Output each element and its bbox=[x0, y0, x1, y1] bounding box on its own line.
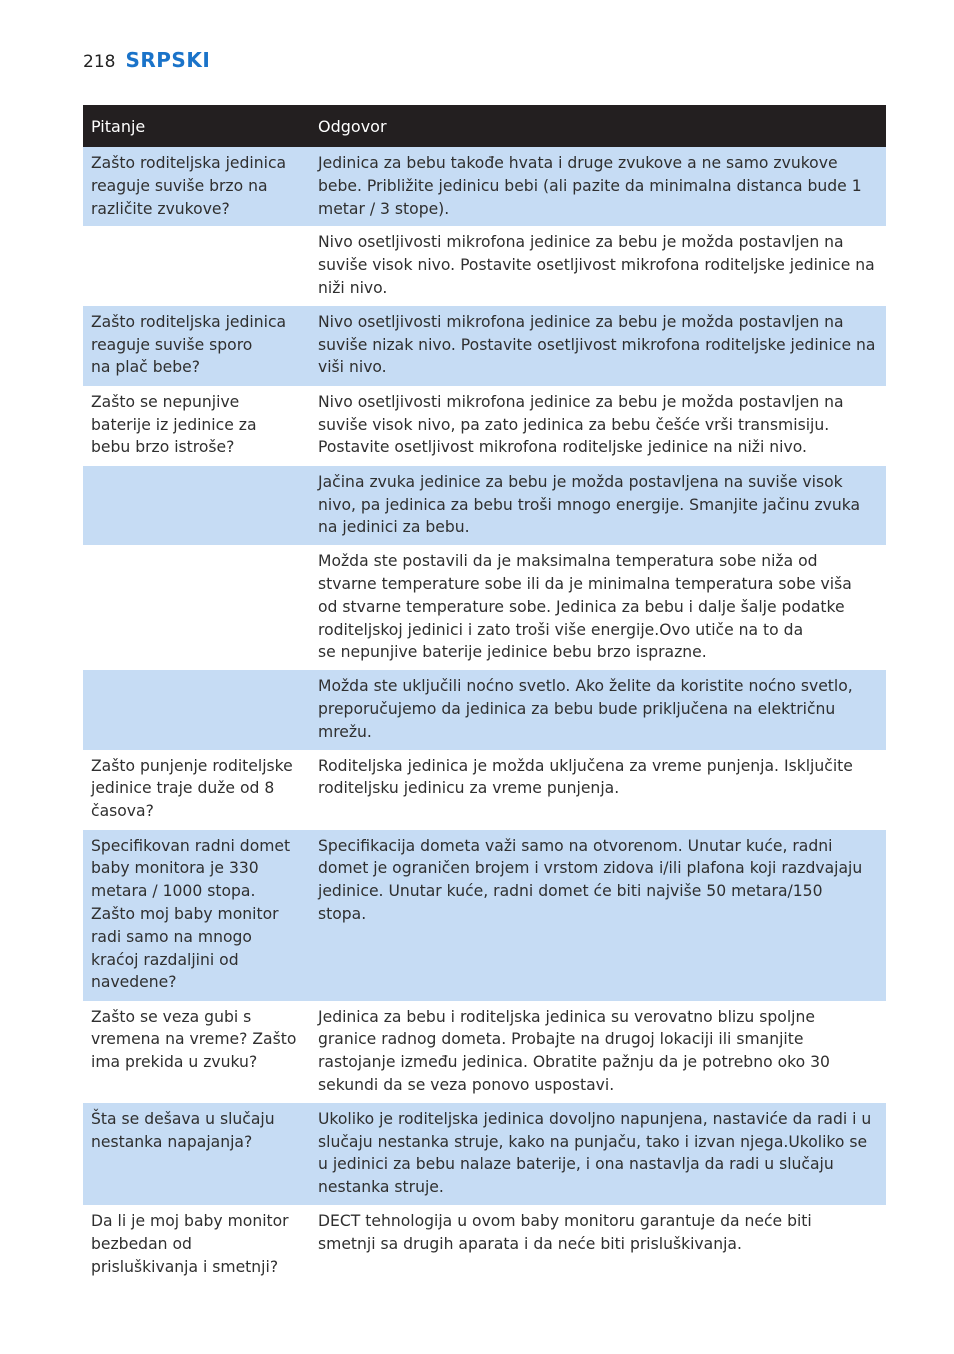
answer-text: Nivo osetljivosti mikrofona jedinice za bebu je možda postavljen na suviše nizak nivo. Postavite osetljivost mikrofona roditeljske jedinice na viši nivo. bbox=[318, 312, 876, 377]
page-header bbox=[83, 48, 210, 72]
answer-cell bbox=[311, 1001, 886, 1103]
table-row bbox=[83, 830, 886, 1001]
table-header-row bbox=[83, 105, 886, 147]
table-row bbox=[83, 750, 886, 830]
page-number: 218 bbox=[83, 52, 116, 72]
question-text: Da li je moj baby monitor bezbedan od prisluškivanja i smetnji? bbox=[91, 1211, 289, 1276]
question-text: Šta se dešava u slučaju nestanka napajanja? bbox=[91, 1109, 275, 1151]
question-cell bbox=[83, 545, 311, 670]
question-cell bbox=[83, 147, 311, 226]
answer-text: Nivo osetljivosti mikrofona jedinice za bebu je možda postavljen na suviše visok nivo. Postavite osetljivost mikrofona roditeljske jedinice na niži nivo. bbox=[318, 233, 875, 297]
table-row bbox=[83, 466, 886, 545]
table-row bbox=[83, 1103, 886, 1205]
answer-cell bbox=[311, 306, 886, 386]
table-body bbox=[83, 147, 886, 1285]
column-header-answer: Odgovor bbox=[311, 105, 886, 147]
table-row bbox=[83, 147, 886, 226]
answer-cell bbox=[311, 226, 886, 305]
answer-text: Možda ste uključili noćno svetlo. Ako želite da koristite noćno svetlo, preporučujemo da jedinica za bebu bude priključena na električnu mrežu. bbox=[318, 677, 853, 741]
answer-cell bbox=[311, 750, 886, 830]
answer-cell bbox=[311, 386, 886, 466]
question-text: Zašto se nepunjive baterije iz jedinice za bebu brzo istroše? bbox=[91, 392, 257, 457]
question-cell bbox=[83, 226, 311, 305]
answer-text: Nivo osetljivosti mikrofona jedinice za bebu je možda postavljen na suviše visok nivo, pa zato jedinica za bebu češće vrši transmisiju. Postavite osetljivost mikrofona roditeljske jedinice na niži nivo. bbox=[318, 392, 844, 457]
answer-cell bbox=[311, 1205, 886, 1285]
table-row bbox=[83, 545, 886, 670]
table-row bbox=[83, 226, 886, 305]
faq-table bbox=[83, 105, 886, 1285]
question-cell bbox=[83, 466, 311, 545]
question-cell bbox=[83, 386, 311, 466]
answer-text: Specifikacija dometa važi samo na otvorenom. Unutar kuće, radni domet je ograničen brojem i vrstom zidova i/ili plafona koji razdvajaju jedinice. Unutar kuće, radni domet će biti najviše 50 metara/150 stopa. bbox=[318, 836, 863, 923]
question-text: Zašto punjenje roditeljske jedinice traje duže od 8 časova? bbox=[91, 756, 293, 821]
table-row bbox=[83, 306, 886, 386]
question-cell bbox=[83, 1103, 311, 1205]
table-row bbox=[83, 670, 886, 749]
answer-text: Jedinica za bebu takođe hvata i druge zvukove a ne samo zvukove bebe. Približite jedinicu bebi (ali pazite da minimalna distanca bude 1 metar / 3 stope). bbox=[318, 154, 862, 218]
answer-cell bbox=[311, 670, 886, 749]
answer-cell bbox=[311, 147, 886, 226]
question-text: Zašto roditeljska jedinica reaguje suviše sporo na plač bebe? bbox=[91, 312, 287, 377]
answer-cell bbox=[311, 1103, 886, 1205]
question-cell bbox=[83, 830, 311, 1001]
table-row bbox=[83, 1001, 886, 1103]
question-cell bbox=[83, 1001, 311, 1103]
answer-text: Jedinica za bebu i roditeljska jedinica su verovatno blizu spoljne granice radnog dometa. Probajte na drugoj lokaciji ili smanjite rastojanje između jedinica. Obratite pažnju da je potrebno oko 30 sekundi da se veza ponovo uspostavi. bbox=[318, 1007, 830, 1094]
section-title: SRPSKI bbox=[125, 48, 211, 72]
question-cell bbox=[83, 670, 311, 749]
answer-text: Jačina zvuka jedinice za bebu je možda postavljena na suviše visok nivo, pa jedinica za bebu troši mnogo energije. Smanjite jačinu zvuka na jedinici za bebu. bbox=[318, 472, 861, 537]
question-text: Zašto se veza gubi s vremena na vreme? Zašto ima prekida u zvuku? bbox=[91, 1007, 297, 1072]
column-header-question: Pitanje bbox=[83, 105, 311, 147]
table-row bbox=[83, 1205, 886, 1285]
answer-text: DECT tehnologija u ovom baby monitoru garantuje da neće biti smetnji sa drugih aparata i da neće biti prisluškivanja. bbox=[318, 1211, 812, 1253]
question-cell bbox=[83, 1205, 311, 1285]
answer-cell bbox=[311, 830, 886, 1001]
question-cell bbox=[83, 750, 311, 830]
question-text: Zašto roditeljska jedinica reaguje suviše brzo na različite zvukove? bbox=[91, 154, 287, 218]
answer-cell bbox=[311, 466, 886, 545]
answer-text: Ukoliko je roditeljska jedinica dovoljno napunjena, nastaviće da radi i u slučaju nestanka struje, kako na punjaču, tako i izvan njega.Ukoliko se u jedinici za bebu nalaze baterije, i ona nastavlja da radi u slučaju nestanka struje. bbox=[318, 1109, 872, 1197]
question-cell bbox=[83, 306, 311, 386]
answer-text: Možda ste postavili da je maksimalna temperatura sobe niža od stvarne temperature sobe ili da je minimalna temperatura sobe viša od stvarne temperature sobe. Jedinica za bebu i dalje šalje podatke roditeljskoj jedinici i zato troši više energije.Ovo utiče na to da se nepunjive baterije jedinice bebu brzo isprazne. bbox=[318, 552, 852, 662]
answer-text: Roditeljska jedinica je možda uključena za vreme punjenja. Isključite roditeljsku jedinicu za vreme punjenja. bbox=[318, 756, 853, 798]
table-row bbox=[83, 386, 886, 466]
answer-cell bbox=[311, 545, 886, 670]
question-text: Specifikovan radni domet baby monitora je 330 metara / 1000 stopa. Zašto moj baby monitor radi samo na mnogo kraćoj razdaljini od navedene? bbox=[91, 836, 291, 992]
